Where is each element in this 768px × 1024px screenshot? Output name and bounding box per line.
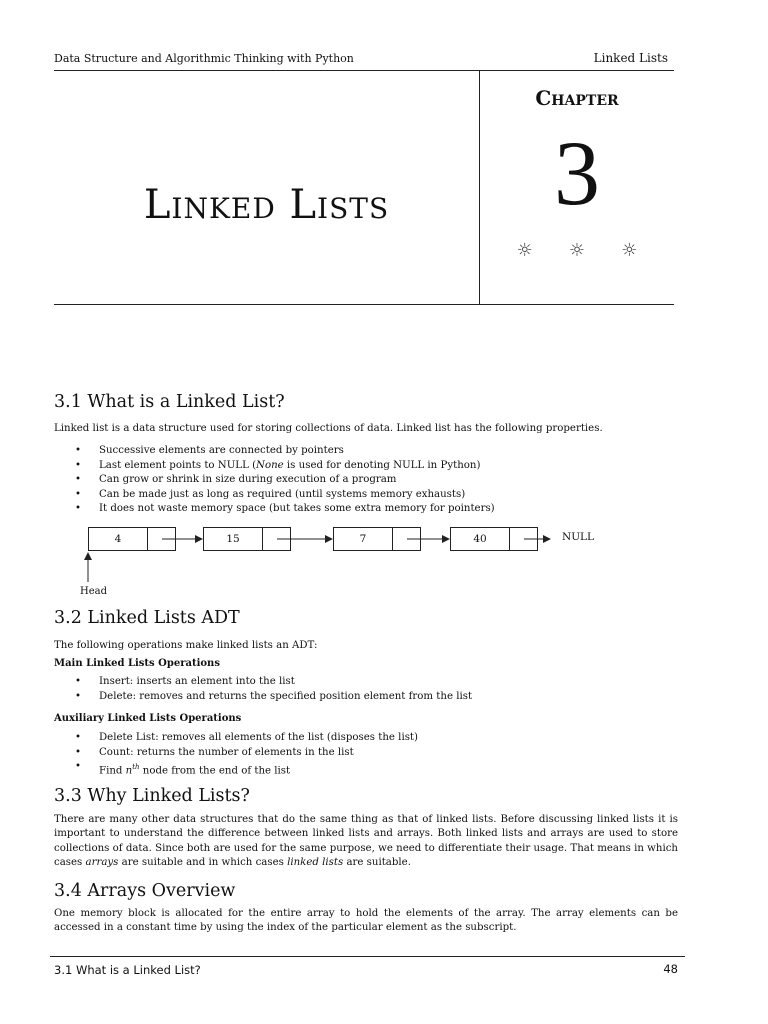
node-value: 15 [204,528,263,550]
list-item: • Last element points to NULL (None is used for denoting NULL in Python) [75,459,675,474]
auxiliary-operations-list [75,731,675,779]
section-heading-3-2: 3.2 Linked Lists ADT [54,608,240,628]
list-item: • Find $n^{th}$ node from the end of the list [75,760,675,779]
list-item: • Delete: removes and returns the specified position element from the list [75,690,675,705]
section-heading-3-4: 3.4 Arrays Overview [54,881,236,901]
list-item: • Insert: inserts an element into the list [75,675,675,690]
node-value: 7 [334,528,393,550]
page-number: 48 [663,962,678,976]
list-item: • Can be made just as long as required (until systems memory exhausts) [75,488,675,503]
section-3-2-intro: The following operations make linked lists an ADT: [54,640,318,651]
list-item: • Count: returns the number of elements in the list [75,746,675,761]
sun-ornament-icon: ☼ [568,240,586,261]
null-label: NULL [562,531,594,543]
auxiliary-operations-title: Auxiliary Linked Lists Operations [54,713,242,724]
section-3-3-paragraph: There are many other data structures that do the same thing as that of linked lists. Before discussing linked lists it is important to understand the difference between linked lists and arrays. Both linked lists and arrays are used to store collections of data. Since both are used for the same purpose, we need to differentiate their usage. That means in which cases arrays are suitable and in which cases linked lists are suitable. [54,814,678,868]
head-label: Head [80,586,108,597]
chapter-number: 3 [554,122,600,224]
section-3-4-paragraph: One memory block is allocated for the entire array to hold the elements of the array. The array elements can be accessed in a constant time by using the index of the particular element as the subscript. [54,908,678,934]
sun-ornament-icon: ☼ [516,240,533,261]
chapter-title: Linked Lists [143,182,390,228]
running-header-book-title: Data Structure and Algorithmic Thinking with Python [54,52,354,65]
list-item: • Successive elements are connected by pointers [75,444,675,459]
running-header-chapter: Linked Lists [593,51,668,65]
section-heading-3-1: 3.1 What is a Linked List? [54,392,285,412]
footer-section: 3.1 What is a Linked List? [54,963,201,977]
chapter-label: Chapter [535,86,619,110]
footer-rule [50,956,685,957]
main-operations-title: Main Linked Lists Operations [54,658,220,669]
list-item: • Can grow or shrink in size during execution of a program [75,473,675,488]
section-heading-3-3: 3.3 Why Linked Lists? [54,786,250,806]
section-3-1-intro: Linked list is a data structure used for storing collections of data. Linked list has the following properties. [54,423,603,434]
list-item: • Delete List: removes all elements of the list (disposes the list) [75,731,675,746]
list-item: • It does not waste memory space (but takes some extra memory for pointers) [75,502,675,517]
sun-ornament-icon: ☼ [621,240,638,261]
node-value: 4 [89,528,148,550]
node-value: 40 [451,528,510,550]
main-operations-list [75,675,675,704]
